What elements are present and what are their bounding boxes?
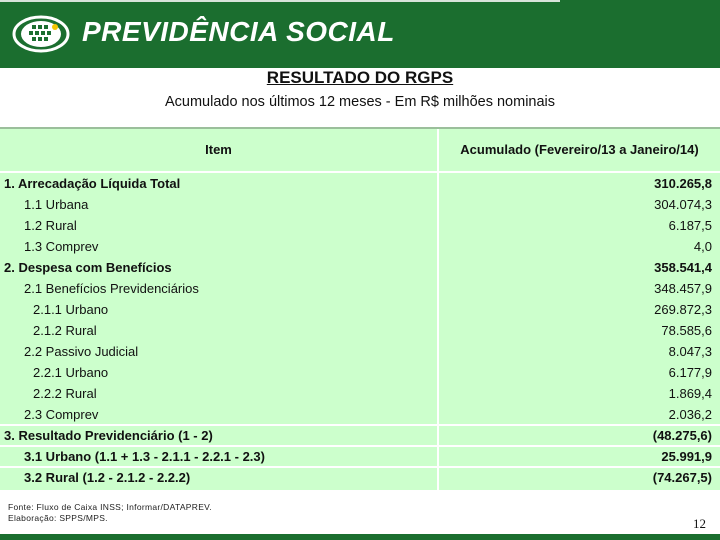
row-value: 6.177,9 bbox=[668, 365, 712, 380]
footer-prepared-by: Elaboração: SPPS/MPS. bbox=[8, 513, 108, 523]
row-label: 2.2.1 Urbano bbox=[33, 365, 109, 380]
row-label: 1.3 Comprev bbox=[24, 239, 99, 254]
row-label: 3.1 Urbano (1.1 + 1.3 - 2.1.1 - 2.2.1 - 2.3) bbox=[24, 449, 265, 464]
table-row bbox=[0, 194, 720, 215]
page-title: RESULTADO DO RGPS bbox=[266, 68, 454, 87]
row-label: 2.1 Benefícios Previdenciários bbox=[24, 281, 199, 296]
previdencia-logo-icon bbox=[12, 14, 70, 54]
section-divider bbox=[0, 424, 720, 426]
table-row bbox=[0, 215, 720, 236]
row-value: 8.047,3 bbox=[668, 344, 712, 359]
row-label: 1.2 Rural bbox=[24, 218, 77, 233]
row-value: 269.872,3 bbox=[654, 302, 712, 317]
table-row bbox=[0, 467, 720, 488]
bottom-bar bbox=[0, 534, 720, 540]
row-value: 6.187,5 bbox=[668, 218, 712, 233]
row-value: 2.036,2 bbox=[668, 407, 712, 422]
table-row bbox=[0, 383, 720, 404]
row-label: 3. Resultado Previdenciário (1 - 2) bbox=[4, 428, 213, 443]
table-row bbox=[0, 362, 720, 383]
column-header-accumulated: Acumulado (Fevereiro/13 a Janeiro/14) bbox=[460, 142, 699, 157]
row-value: 304.074,3 bbox=[654, 197, 712, 212]
row-value: 4,0 bbox=[693, 239, 712, 254]
page-subtitle: Acumulado nos últimos 12 meses - Em R$ milhões nominais bbox=[164, 94, 556, 110]
table-row bbox=[0, 425, 720, 446]
table-row bbox=[0, 257, 720, 278]
table-row bbox=[0, 446, 720, 467]
results-table bbox=[0, 127, 720, 490]
row-label: 1. Arrecadação Líquida Total bbox=[4, 176, 181, 191]
table-row bbox=[0, 404, 720, 425]
row-label: 2. Despesa com Benefícios bbox=[4, 260, 172, 275]
row-label: 2.1.2 Rural bbox=[33, 323, 97, 338]
brand-title: PREVIDÊNCIA SOCIAL bbox=[82, 16, 395, 47]
table-row bbox=[0, 278, 720, 299]
footer-notes bbox=[8, 502, 212, 524]
row-value: (74.267,5) bbox=[652, 470, 712, 485]
table-row bbox=[0, 341, 720, 362]
row-label: 2.3 Comprev bbox=[24, 407, 99, 422]
row-label: 1.1 Urbana bbox=[24, 197, 89, 212]
column-header-item: Item bbox=[205, 142, 232, 157]
header-bar bbox=[0, 0, 720, 68]
table-row bbox=[0, 236, 720, 257]
row-label: 2.1.1 Urbano bbox=[33, 302, 109, 317]
footer-source: Fonte: Fluxo de Caixa INSS; Informar/DATAPREV. bbox=[8, 502, 213, 512]
row-label: 2.2 Passivo Judicial bbox=[24, 344, 139, 359]
row-value: 1.869,4 bbox=[668, 386, 712, 401]
page-number: 12 bbox=[693, 516, 706, 531]
table-row bbox=[0, 320, 720, 341]
row-value: 25.991,9 bbox=[661, 449, 712, 464]
row-divider bbox=[0, 466, 720, 468]
row-divider bbox=[0, 445, 720, 447]
row-value: 348.457,9 bbox=[654, 281, 712, 296]
table-row bbox=[0, 299, 720, 320]
row-value: 310.265,8 bbox=[654, 176, 712, 191]
table-row bbox=[0, 173, 720, 194]
row-value: 358.541,4 bbox=[654, 260, 712, 275]
header-top-line bbox=[0, 0, 560, 2]
row-label: 2.2.2 Rural bbox=[33, 386, 97, 401]
row-value: 78.585,6 bbox=[661, 323, 712, 338]
row-value: (48.275,6) bbox=[652, 428, 712, 443]
row-label: 3.2 Rural (1.2 - 2.1.2 - 2.2.2) bbox=[24, 470, 191, 485]
